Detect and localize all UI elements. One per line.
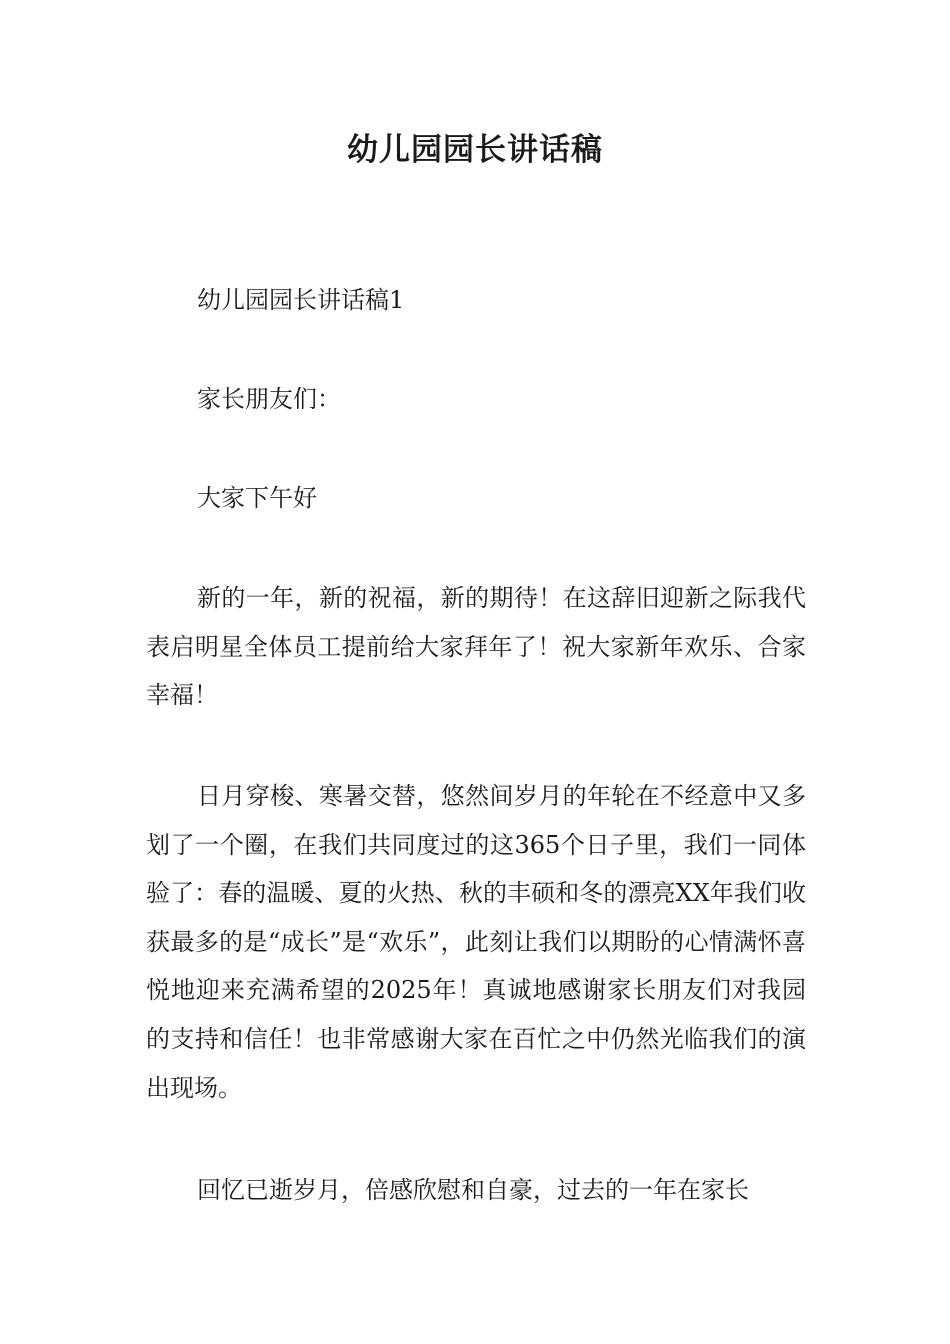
salutation: 家长朋友们： xyxy=(197,385,341,413)
greeting: 大家下午好 xyxy=(197,484,317,512)
body-paragraph: 回忆已逝岁月，倍感欣慰和自豪，过去的一年在家长 xyxy=(197,1176,749,1204)
body-paragraph: 新的一年，新的祝福，新的期待！在这辞旧迎新之际我代表启明星全体员工提前给大家拜年了！祝大家新年欢乐、合家幸福！ xyxy=(146,584,806,710)
document-title: 幼儿园园长讲话稿 xyxy=(347,132,603,168)
section-heading: 幼儿园园长讲话稿1 xyxy=(197,286,405,314)
body-paragraph: 日月穿梭、寒暑交替，悠然间岁月的年轮在不经意中又多划了一个圈，在我们共同度过的这365个日子里，我们一同体验了：春的温暖、夏的火热、秋的丰硕和冬的漂亮XX年我们收获最多的是“成长”是“欢乐”，此刻让我们以期盼的心情满怀喜悦地迎来充满希望的2025年！真诚地感谢家长朋友们对我园的支持和信任！也非常感谢大家在百忙之中仍然光临我们的演出现场。 xyxy=(146,782,806,1102)
